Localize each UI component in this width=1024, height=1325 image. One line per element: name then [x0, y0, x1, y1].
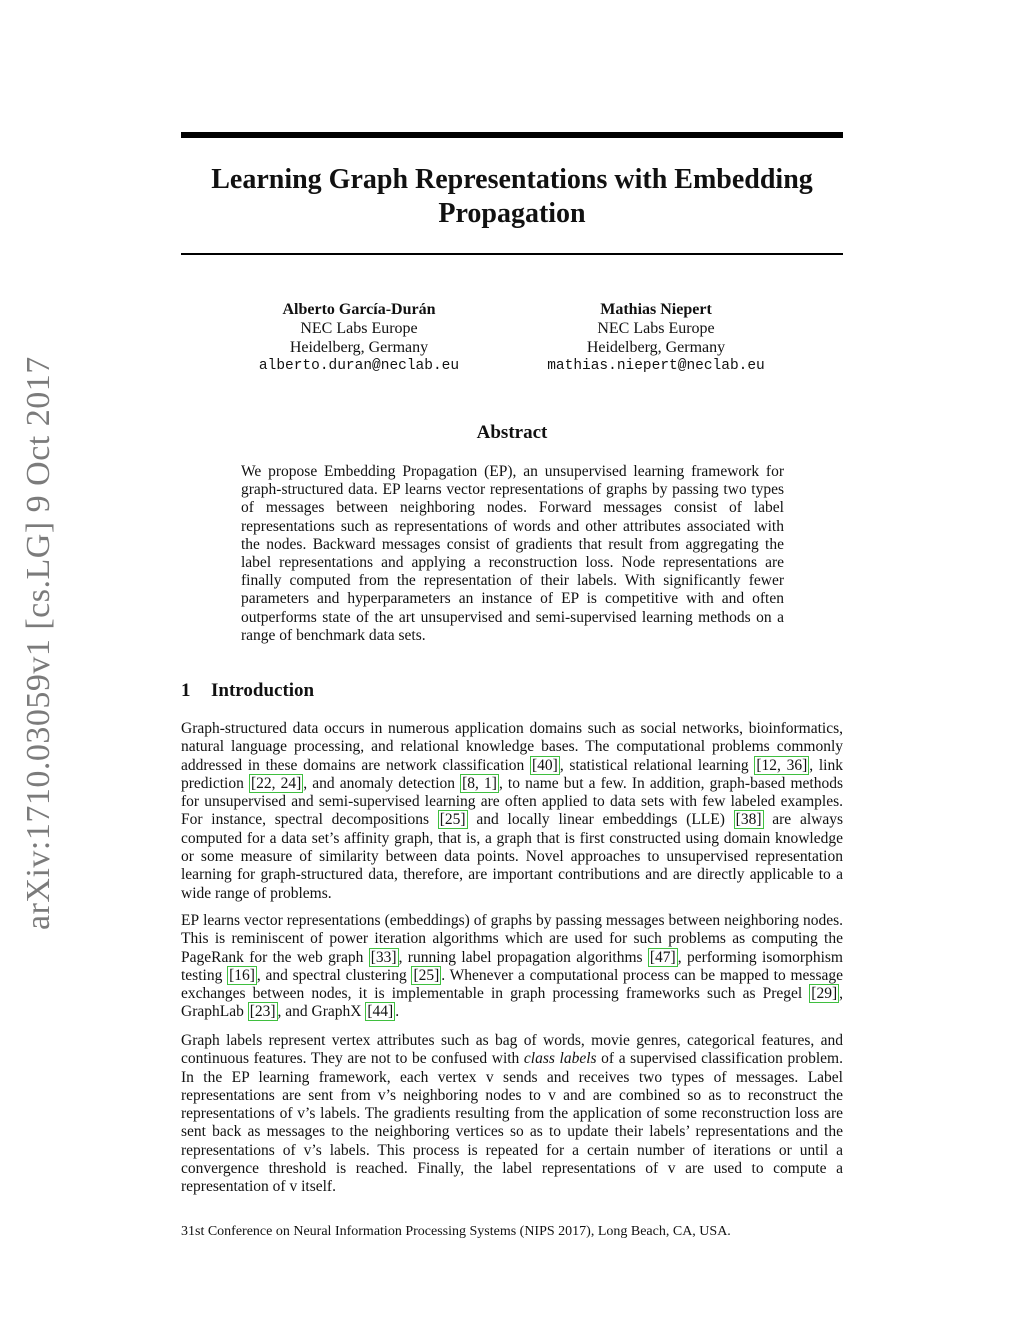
text-run: Graph-structured data occurs in numerous application domains such as social networks, bioinformatics, natural language processing, and relational knowledge bases. The computational problems commonly addressed in these domains are network classification — [181, 720, 843, 774]
section-heading — [181, 680, 314, 702]
citation-link[interactable]: [22, 24] — [250, 774, 302, 792]
section-number: 1 — [181, 680, 191, 701]
author-affiliation: NEC Labs Europe — [300, 320, 418, 337]
citation-link[interactable]: [8, 1] — [462, 774, 497, 792]
title-rule-bottom — [181, 253, 843, 255]
text-run: . Whenever a computational process can be mapped to message exchanges between nodes, it is implementable in graph processing frameworks such as Pregel — [181, 966, 843, 1003]
method-name: EP — [181, 912, 200, 929]
intro-paragraph-2 — [181, 912, 843, 1022]
text-run: . — [395, 1003, 400, 1021]
arxiv-identifier: arXiv:1710.03059v1 [cs.LG] 9 Oct 2017 — [20, 356, 57, 930]
text-run: of a supervised classification problem. In the EP learning framework, each vertex v sends and receives two types of messages. Label representations are sent from v’s neighboring nodes to v and are combined so as to reconstruct the representations of v’s labels. The gradients resulting from the application of some reconstruction loss are sent back as messages to the neighboring vertices so as to update their labels’ representations and the representations of v’s labels. This process is repeated for a certain number of iterations or until a convergence threshold is reached. Finally, the label representations of v are used to compute a representation of v itself. — [181, 1050, 843, 1196]
title-line-2: Propagation — [438, 198, 586, 229]
conference-footnote: 31st Conference on Neural Information Processing Systems (NIPS 2017), Long Beach, CA, USA. — [181, 1224, 731, 1239]
citation-link[interactable]: [47] — [649, 948, 676, 966]
text-run: Graph labels represent vertex attributes such as bag of words, movie genres, categorical features, and continuous features. They are not to be confused with — [181, 1032, 843, 1068]
text-run: , and spectral clustering — [256, 966, 412, 984]
author-block — [209, 300, 509, 376]
text-run: learns vector representations (embeddings) of graphs by passing messages between neighboring nodes. This is reminiscent of power iteration algorithms which are used for such problems as computing the PageRank for the web graph — [181, 912, 843, 966]
author-email[interactable]: mathias.niepert@neclab.eu — [547, 358, 765, 374]
author-location: Heidelberg, Germany — [289, 339, 429, 356]
title-line-1: Learning Graph Representations with Embedding — [211, 164, 813, 195]
intro-paragraph-1 — [181, 720, 843, 903]
text-run: , performing isomorphism testing — [181, 948, 843, 984]
citation-link[interactable]: [33] — [370, 948, 397, 966]
author-affiliation: NEC Labs Europe — [597, 320, 715, 337]
text-run: , link prediction — [181, 756, 843, 792]
text-run: and locally linear embeddings (LLE) — [467, 811, 734, 829]
text-run: , running label propagation algorithms — [398, 948, 648, 966]
author-email[interactable]: alberto.duran@neclab.eu — [258, 358, 460, 374]
author-name: Alberto García-Durán — [282, 301, 436, 318]
citation-link[interactable]: [40] — [532, 756, 558, 774]
citation-link[interactable]: [25] — [413, 966, 440, 984]
author-block — [506, 300, 806, 376]
abstract-text: We propose Embedding Propagation (EP), an unsupervised learning framework for graph-structured data. EP learns vector representations of graphs by passing two types of messages between neighboring nodes. Forward messages consist of label representations such as representations of words and other attributes associated with the nodes. Backward messages consist of gradients that result from aggregating the label representations and applying a reconstruction loss. Node representations are finally computed from the representation of their labels. With significantly fewer parameters and hyperparameters an instance of EP is competitive with and often outperforms state of the art unsupervised and semi-supervised learning methods on a range of benchmark data sets. — [241, 463, 784, 644]
citation-link[interactable]: [12, 36] — [756, 756, 808, 774]
text-run: , to name but a few. In addition, graph-based methods for unsupervised and semi-supervised learning are often applied to data sets with few labeled examples. For instance, spectral decompositions — [181, 774, 844, 829]
citation-link[interactable]: [44] — [367, 1003, 394, 1021]
citation-link[interactable]: [29] — [811, 985, 838, 1003]
intro-paragraph-3 — [181, 1032, 843, 1197]
text-run: , and anomaly detection — [303, 774, 461, 792]
author-name: Mathias Niepert — [600, 301, 712, 318]
abstract-heading: Abstract — [476, 422, 548, 443]
text-run: are always computed for a data set’s affinity graph, that is, a graph that is first constructed using domain knowledge or some measure of similarity between data points. Novel approaches to unsupervised representation learning for graph-structured data, therefore, are important contributions and are directly applicable to a wide range of problems. — [181, 811, 843, 902]
text-run: , and GraphX — [277, 1003, 366, 1021]
citation-link[interactable]: [23] — [249, 1003, 276, 1021]
citation-link[interactable]: [16] — [229, 966, 255, 984]
citation-link[interactable]: [38] — [735, 811, 762, 829]
citation-link[interactable]: [25] — [439, 811, 466, 829]
emphasis-text: class labels — [523, 1050, 597, 1068]
paper-title — [181, 163, 843, 231]
author-location: Heidelberg, Germany — [586, 339, 726, 356]
text-run: , GraphLab — [181, 985, 843, 1021]
text-run: , statistical relational learning — [559, 756, 755, 774]
title-rule-top — [181, 132, 843, 138]
section-title: Introduction — [211, 680, 315, 701]
